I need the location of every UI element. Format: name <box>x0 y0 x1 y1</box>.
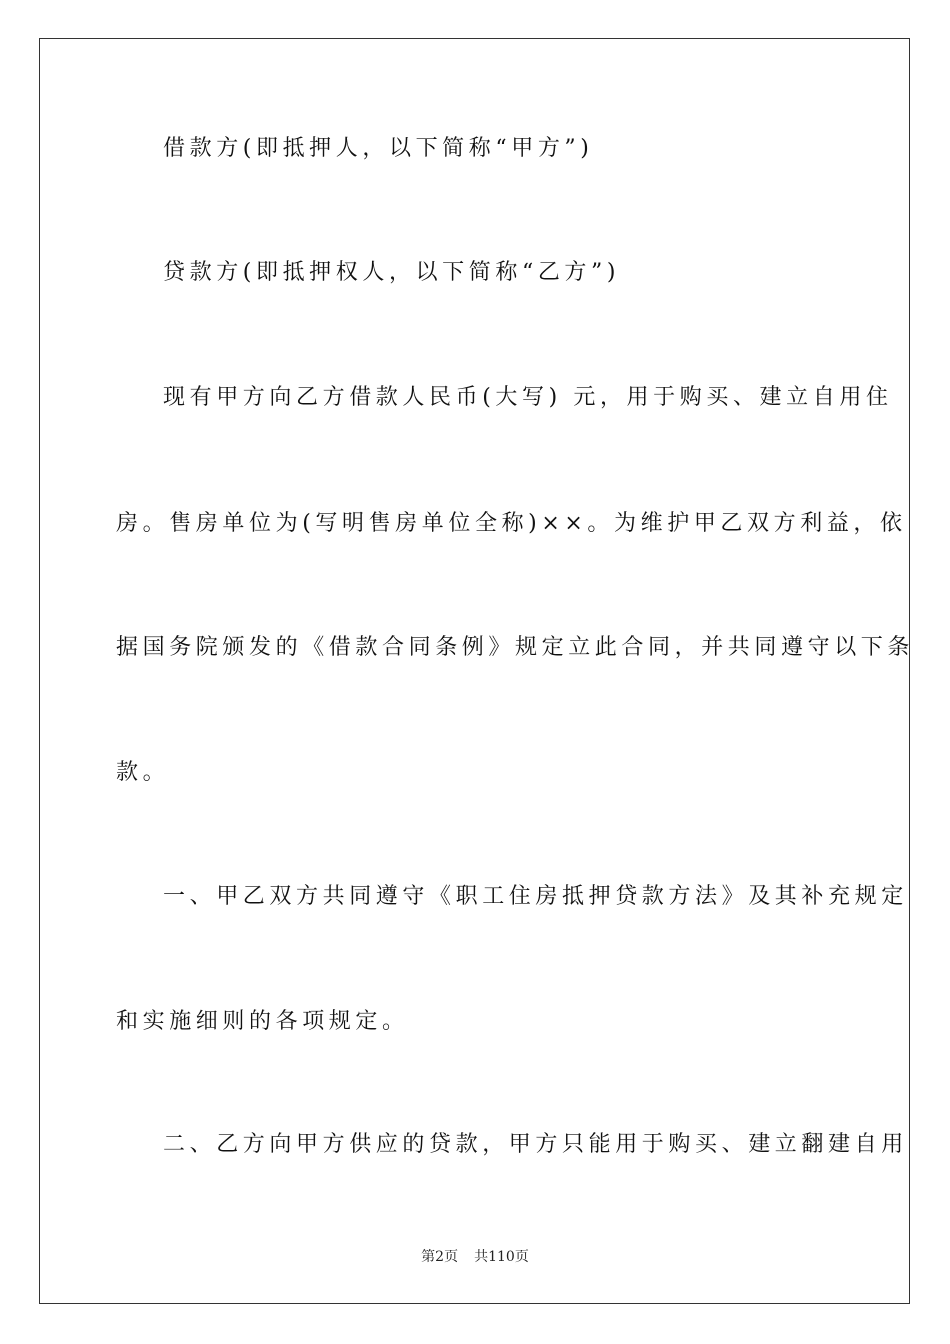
page-border <box>39 38 910 1304</box>
page-footer <box>0 1247 950 1267</box>
paragraph-line: 款。 <box>116 760 170 785</box>
paragraph-line: 现有甲方向乙方借款人民币(大写) 元，用于购买、建立自用住 <box>163 385 893 410</box>
clause-one-line: 一、甲乙双方共同遵守《职工住房抵押贷款方法》及其补充规定 <box>163 884 908 909</box>
clause-two-line: 二、乙方向甲方供应的贷款，甲方只能用于购买、建立翻建自用 <box>163 1132 908 1157</box>
page-number: 第2页 <box>421 1249 459 1265</box>
page-total: 共110页 <box>474 1249 529 1265</box>
lender-line: 贷款方(即抵押权人，以下简称“乙方”) <box>163 260 621 285</box>
paragraph-line: 据国务院颁发的《借款合同条例》规定立此合同，并共同遵守以下条 <box>116 635 915 660</box>
paragraph-line: 房。售房单位为(写明售房单位全称)××。为维护甲乙双方利益，依 <box>116 511 907 536</box>
borrower-line: 借款方(即抵押人，以下简称“甲方”) <box>163 136 594 161</box>
clause-one-line: 和实施细则的各项规定。 <box>116 1009 409 1034</box>
